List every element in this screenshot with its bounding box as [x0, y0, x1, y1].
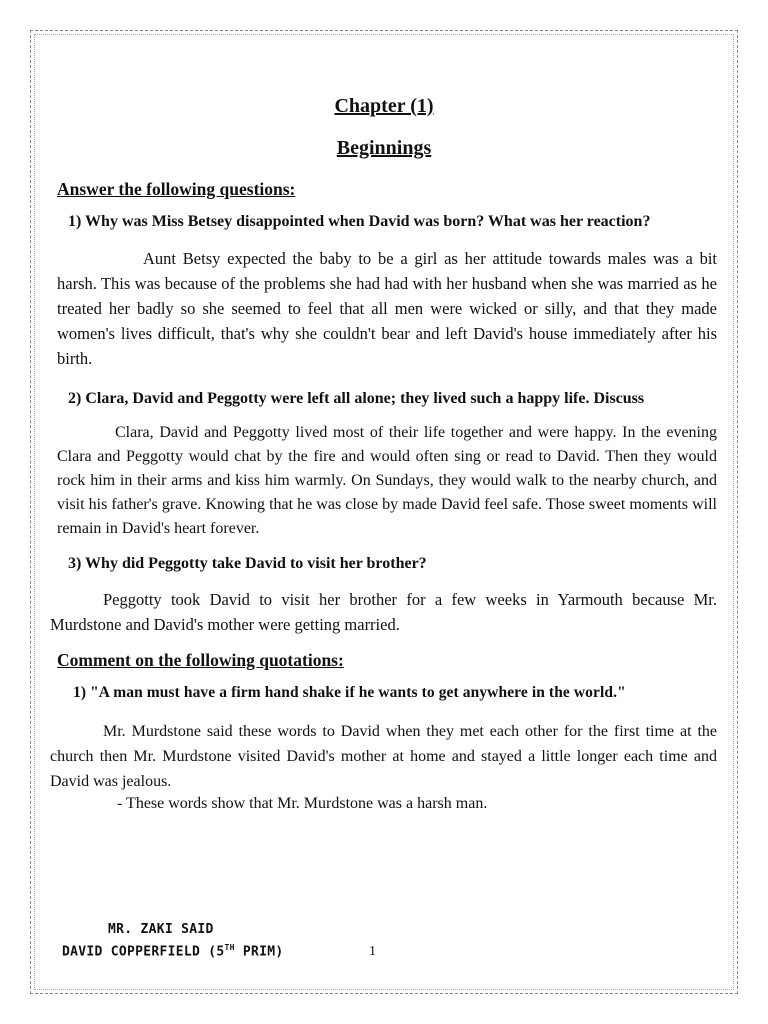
footer-book-suffix: PRIM) — [234, 944, 284, 960]
question-1: 1) Why was Miss Betsey disappointed when David was born? What was her reaction? — [68, 213, 651, 230]
page-number: 1 — [369, 944, 376, 959]
footer-book-sup: TH — [224, 943, 235, 952]
quotation-1-comment: Mr. Murdstone said these words to David when they met each other for the first time at the church then Mr. Murdstone visited David's mother at home and stayed a little longer each time and David was jealous. — [50, 723, 717, 790]
footer-author: MR. ZAKI SAID — [108, 922, 214, 937]
chapter-title: Chapter (1) — [334, 95, 434, 117]
answer-section-heading: Answer the following questions: — [57, 179, 296, 199]
quotation-1: 1) "A man must have a firm hand shake if he wants to get anywhere in the world." — [73, 684, 626, 701]
answer-2: Clara, David and Peggotty lived most of their life together and were happy. In the evening Clara and Peggotty would chat by the fire and would often sing or read to David. Then they would rock him in their arms and kiss him warmly. On Sundays, they would walk to the nearby church, and visit his father's grave. Knowing that he was close by made David feel safe. Those sweet moments will remain in David's heart forever. — [57, 424, 717, 537]
comment-section-heading: Comment on the following quotations: — [57, 650, 344, 670]
footer-book-title — [62, 943, 284, 959]
question-3: 3) Why did Peggotty take David to visit her brother? — [68, 555, 427, 572]
chapter-subtitle: Beginnings — [336, 137, 432, 159]
question-2: 2) Clara, David and Peggotty were left all alone; they lived such a happy life. Discuss — [68, 390, 645, 407]
answer-1: Aunt Betsy expected the baby to be a girl as her attitude towards males was a bit harsh. This was because of the problems she had had with her husband when she was married as he treated her badly so she seemed to feel that all men were wicked or silly, and that they made women's lives difficult, that's why she couldn't bear and left David's house immediately after his birth. — [57, 249, 717, 368]
footer-book-prefix: DAVID COPPERFIELD (5 — [62, 944, 225, 960]
quotation-1-note: - These words show that Mr. Murdstone was a harsh man. — [117, 795, 488, 812]
answer-3: Peggotty took David to visit her brother for a few weeks in Yarmouth because Mr. Murdstone and David's mother were getting married. — [50, 590, 717, 634]
